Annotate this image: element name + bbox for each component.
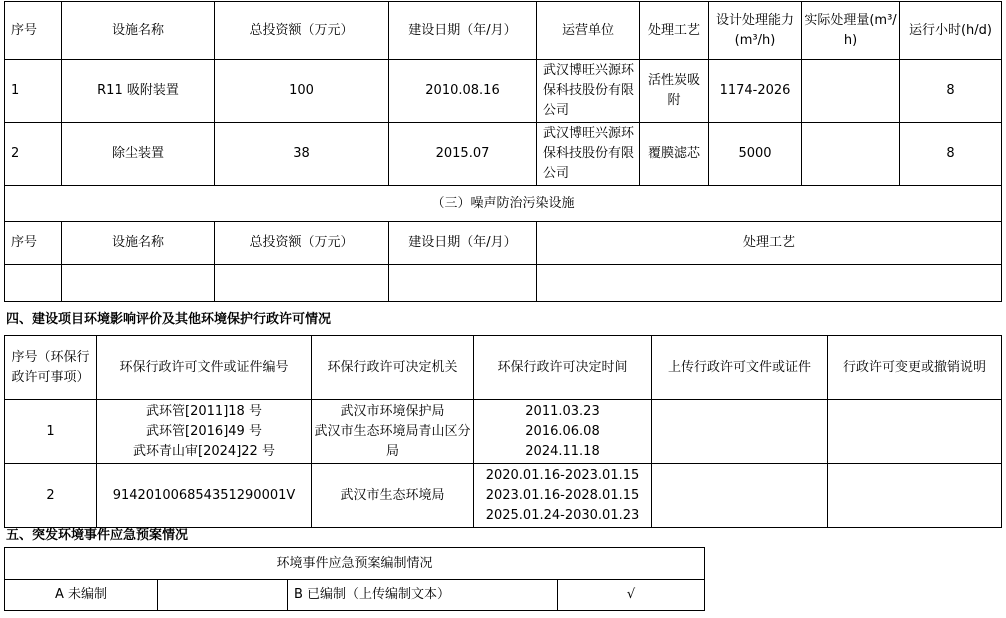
header-no: 序号 <box>5 2 62 60</box>
table-row <box>5 464 1002 528</box>
noise-header-process: 处理工艺 <box>537 222 1002 265</box>
row-process: 覆膜滤芯 <box>640 123 709 186</box>
row-date: 2015.07 <box>389 123 537 186</box>
noise-header-investment: 总投资额（万元） <box>215 222 389 265</box>
option-a-checkbox[interactable] <box>158 580 288 611</box>
permit-no: 2 <box>5 464 97 528</box>
permit-table <box>4 335 1002 528</box>
row-investment: 38 <box>215 123 389 186</box>
option-a-label: A 未编制 <box>5 580 158 611</box>
row-actual <box>802 60 900 123</box>
noise-cell <box>537 265 1002 302</box>
permit-times: 2020.01.16-2023.01.15 2023.01.16-2028.01.15 2025.01.24-2030.01.23 <box>474 464 652 528</box>
table-row <box>5 580 705 611</box>
header-investment: 总投资额（万元） <box>215 2 389 60</box>
noise-header-no: 序号 <box>5 222 62 265</box>
row-investment: 100 <box>215 60 389 123</box>
emergency-plan-title: 环境事件应急预案编制情况 <box>5 548 705 580</box>
permit-authority: 武汉市环境保护局 武汉市生态环境局青山区分局 <box>312 400 474 464</box>
row-no: 2 <box>5 123 62 186</box>
header-hours: 运行小时(h/d) <box>900 2 1002 60</box>
header-process: 处理工艺 <box>640 2 709 60</box>
row-design-capacity: 1174-2026 <box>709 60 802 123</box>
noise-cell <box>5 265 62 302</box>
permit-doc-numbers: 914201006854351290001V <box>97 464 312 528</box>
section4-title: 四、建设项目环境影响评价及其他环境保护行政许可情况 <box>6 312 332 327</box>
row-operator: 武汉博旺兴源环保科技股份有限公司 <box>537 60 640 123</box>
permit-authority: 武汉市生态环境局 <box>312 464 474 528</box>
permit-header-doc: 环保行政许可文件或证件编号 <box>97 336 312 400</box>
row-hours: 8 <box>900 123 1002 186</box>
row-design-capacity: 5000 <box>709 123 802 186</box>
row-date: 2010.08.16 <box>389 60 537 123</box>
permit-doc-numbers: 武环管[2011]18 号 武环管[2016]49 号 武环青山审[2024]22 号 <box>97 400 312 464</box>
row-name: 除尘装置 <box>62 123 215 186</box>
permit-times: 2011.03.23 2016.06.08 2024.11.18 <box>474 400 652 464</box>
permit-header-upload: 上传行政许可文件或证件 <box>652 336 828 400</box>
noise-section-title: （三）噪声防治污染设施 <box>5 186 1002 222</box>
permit-header-authority: 环保行政许可决定机关 <box>312 336 474 400</box>
header-operator: 运营单位 <box>537 2 640 60</box>
permit-no: 1 <box>5 400 97 464</box>
noise-cell <box>389 265 537 302</box>
row-name: R11 吸附装置 <box>62 60 215 123</box>
permit-header-no: 序号（环保行政许可事项） <box>5 336 97 400</box>
noise-cell <box>62 265 215 302</box>
noise-cell <box>215 265 389 302</box>
emergency-plan-table <box>4 547 705 611</box>
row-actual <box>802 123 900 186</box>
table-row <box>5 265 1002 302</box>
noise-header-date: 建设日期（年/月） <box>389 222 537 265</box>
option-b-checkmark[interactable]: √ <box>558 580 705 611</box>
permit-upload[interactable] <box>652 464 828 528</box>
row-no: 1 <box>5 60 62 123</box>
section5-title: 五、突发环境事件应急预案情况 <box>6 528 189 543</box>
permit-header-time: 环保行政许可决定时间 <box>474 336 652 400</box>
noise-header-name: 设施名称 <box>62 222 215 265</box>
permit-change <box>828 464 1002 528</box>
row-operator: 武汉博旺兴源环保科技股份有限公司 <box>537 123 640 186</box>
table-row <box>5 60 1002 123</box>
permit-change <box>828 400 1002 464</box>
permit-upload[interactable] <box>652 400 828 464</box>
header-date: 建设日期（年/月） <box>389 2 537 60</box>
table-row <box>5 123 1002 186</box>
facility-table <box>4 1 1002 302</box>
header-design-capacity: 设计处理能力(m³/h) <box>709 2 802 60</box>
header-name: 设施名称 <box>62 2 215 60</box>
permit-header-change: 行政许可变更或撤销说明 <box>828 336 1002 400</box>
table-row <box>5 400 1002 464</box>
row-process: 活性炭吸附 <box>640 60 709 123</box>
header-actual: 实际处理量(m³/h) <box>802 2 900 60</box>
option-b-label: B 已编制（上传编制文本） <box>288 580 558 611</box>
row-hours: 8 <box>900 60 1002 123</box>
